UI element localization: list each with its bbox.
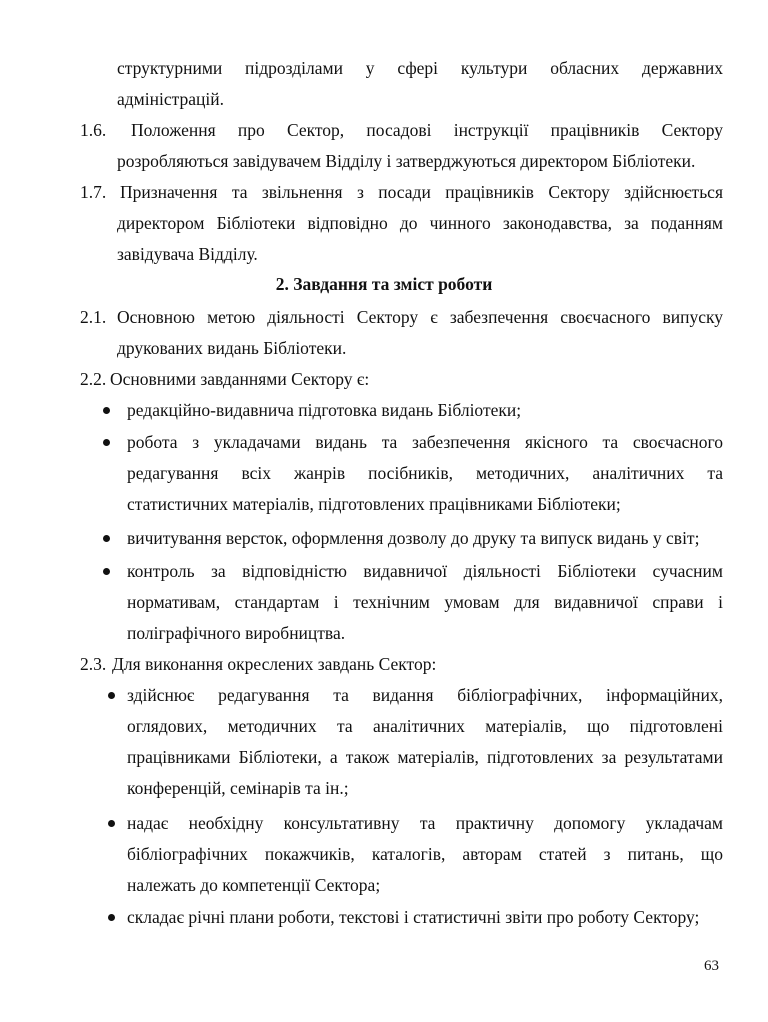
list-item-line: оглядових, методичних та аналітичних матеріалів, що підготовлені [127, 716, 723, 736]
paragraph-line: директором Бібліотеки відповідно до чинного законодавства, за поданням [117, 213, 723, 233]
section-heading: 2. Завдання та зміст роботи [275, 274, 493, 294]
paragraph-line: Основною метою діяльності Сектору є забезпечення своєчасного випуску [117, 307, 723, 327]
bullet-icon [108, 820, 115, 827]
paragraph-line: структурними підрозділами у сфері культури обласних державних [117, 58, 723, 78]
item-number: 1.6. [80, 120, 107, 140]
paragraph-line: розробляються завідувачем Відділу і затверджуються директором Бібліотеки. [117, 151, 696, 171]
page-number: 63 [704, 958, 719, 974]
list-item-line: конференцій, семінарів та ін.; [127, 778, 349, 798]
list-item-line: статистичних матеріалів, підготовлених працівниками Бібліотеки; [127, 494, 621, 514]
bullet-icon [103, 568, 110, 575]
list-item-line: здійснює редагування та видання бібліографічних, інформаційних, [127, 685, 723, 705]
list-item-line: редагування всіх жанрів посібників, методичних, аналітичних та [127, 463, 723, 483]
list-item-line: належать до компетенції Сектора; [127, 875, 381, 895]
list-item-line: контроль за відповідністю видавничої діяльності Бібліотеки сучасним [127, 561, 723, 581]
bullet-icon [103, 407, 110, 414]
list-item-line: робота з укладачами видань та забезпечення якісного та своєчасного [127, 432, 723, 452]
bullet-icon [108, 692, 115, 699]
list-item-line: редакційно-видавнича підготовка видань Бібліотеки; [127, 400, 522, 420]
list-item-line: вичитування версток, оформлення дозволу до друку та випуск видань у світ; [127, 528, 700, 548]
paragraph-line: Положення про Сектор, посадові інструкції працівників Сектору [131, 120, 723, 140]
list-item-line: бібліографічних покажчиків, каталогів, авторам статей з питань, що [127, 844, 723, 864]
list-item-line: складає річні плани роботи, текстові і статистичні звіти про роботу Сектору; [127, 907, 700, 927]
item-number: 2.2. [80, 369, 107, 389]
item-number: 2.3. [80, 654, 107, 674]
paragraph-line: завідувача Відділу. [117, 244, 258, 264]
list-item-line: нормативам, стандартам і технічним умовам для видавничої справи і [127, 592, 723, 612]
paragraph-line: Для виконання окреслених завдань Сектор: [112, 654, 437, 674]
paragraph-line: друкованих видань Бібліотеки. [117, 338, 347, 358]
bullet-icon [108, 914, 115, 921]
paragraph-line: адміністрацій. [117, 89, 224, 109]
paragraph-line: Призначення та звільнення з посади працівників Сектору здійснюється [120, 182, 723, 202]
list-item-line: надає необхідну консультативну та практичну допомогу укладачам [127, 813, 723, 833]
item-number: 2.1. [80, 307, 107, 327]
list-item-line: поліграфічного виробництва. [127, 623, 346, 643]
paragraph-line: Основними завданнями Сектору є: [110, 369, 370, 389]
bullet-icon [103, 535, 110, 542]
bullet-icon [103, 439, 110, 446]
item-number: 1.7. [80, 182, 107, 202]
list-item-line: працівниками Бібліотеки, а також матеріалів, підготовлених за результатами [127, 747, 723, 767]
